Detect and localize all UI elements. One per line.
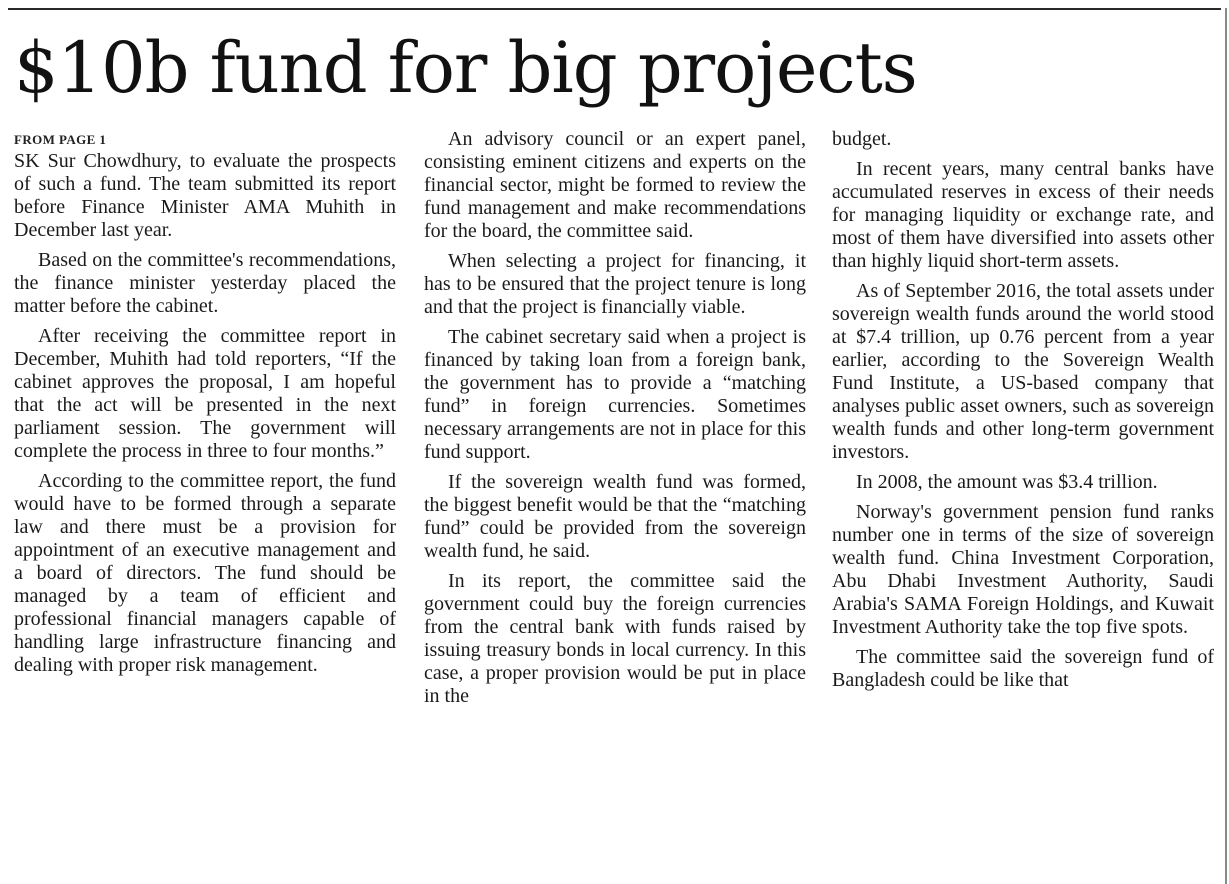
right-rule	[1225, 8, 1227, 884]
paragraph: Based on the committee's recommendations, the finance minister yesterday placed the matter before the cabinet.	[14, 249, 396, 317]
paragraph: According to the committee report, the fund would have to be formed through a separate law and there must be a provision for appointment of an executive management and a board of directors. The fund should be managed by a team of efficient and professional financial managers capable of handling large infrastructure financing and dealing with proper risk management.	[14, 470, 396, 676]
column-2	[424, 128, 806, 884]
headline: $10b fund for big projects	[14, 27, 917, 109]
jump-label: FROM PAGE 1	[14, 132, 107, 147]
paragraph: The cabinet secretary said when a project is financed by taking loan from a foreign bank, the government has to provide a “matching fund” in foreign currencies. Sometimes necessary arrangements are not in place for this fund support.	[424, 326, 806, 463]
paragraph: After receiving the committee report in December, Muhith had told reporters, “If the cabinet approves the proposal, I am hopeful that the act will be presented in the next parliament session. The government will complete the process in three to four months.”	[14, 325, 396, 462]
column-1	[14, 128, 396, 884]
paragraph: As of September 2016, the total assets under sovereign wealth funds around the world stood at $7.4 trillion, up 0.76 percent from a year earlier, according to the Sovereign Wealth Fund Institute, a US-based company that analyses public asset owners, such as sovereign wealth funds and other long-term government investors.	[832, 280, 1214, 463]
paragraph: In its report, the committee said the government could buy the foreign currencies from the central bank with funds raised by issuing treasury bonds in local currency. In this case, a proper provision would be put in place in the	[424, 570, 806, 707]
column-3	[832, 128, 1214, 884]
paragraph: budget.	[832, 128, 892, 150]
paragraph: The committee said the sovereign fund of Bangladesh could be like that	[832, 646, 1214, 691]
paragraph: SK Sur Chowdhury, to evaluate the prospects of such a fund. The team submitted its report before Finance Minister AMA Muhith in December last year.	[14, 150, 396, 241]
paragraph: If the sovereign wealth fund was formed, the biggest benefit would be that the “matching fund” could be provided from the sovereign wealth fund, he said.	[424, 471, 806, 562]
paragraph: In 2008, the amount was $3.4 trillion.	[856, 471, 1158, 493]
paragraph: When selecting a project for financing, it has to be ensured that the project tenure is long and that the project is financially viable.	[424, 250, 806, 318]
paragraph: Norway's government pension fund ranks number one in terms of the size of sovereign wealth fund. China Investment Corporation, Abu Dhabi Investment Authority, Saudi Arabia's SAMA Foreign Holdings, and Kuwait Investment Authority take the top five spots.	[832, 501, 1214, 638]
top-rule	[8, 8, 1221, 10]
paragraph: In recent years, many central banks have accumulated reserves in excess of their needs for managing liquidity or exchange rate, and most of them have diversified into assets other than highly liquid short-term assets.	[832, 158, 1214, 272]
paragraph: An advisory council or an expert panel, consisting eminent citizens and experts on the financial sector, might be formed to review the fund management and make recommendations for the board, the committee said.	[424, 128, 806, 242]
article-body	[14, 128, 1214, 884]
